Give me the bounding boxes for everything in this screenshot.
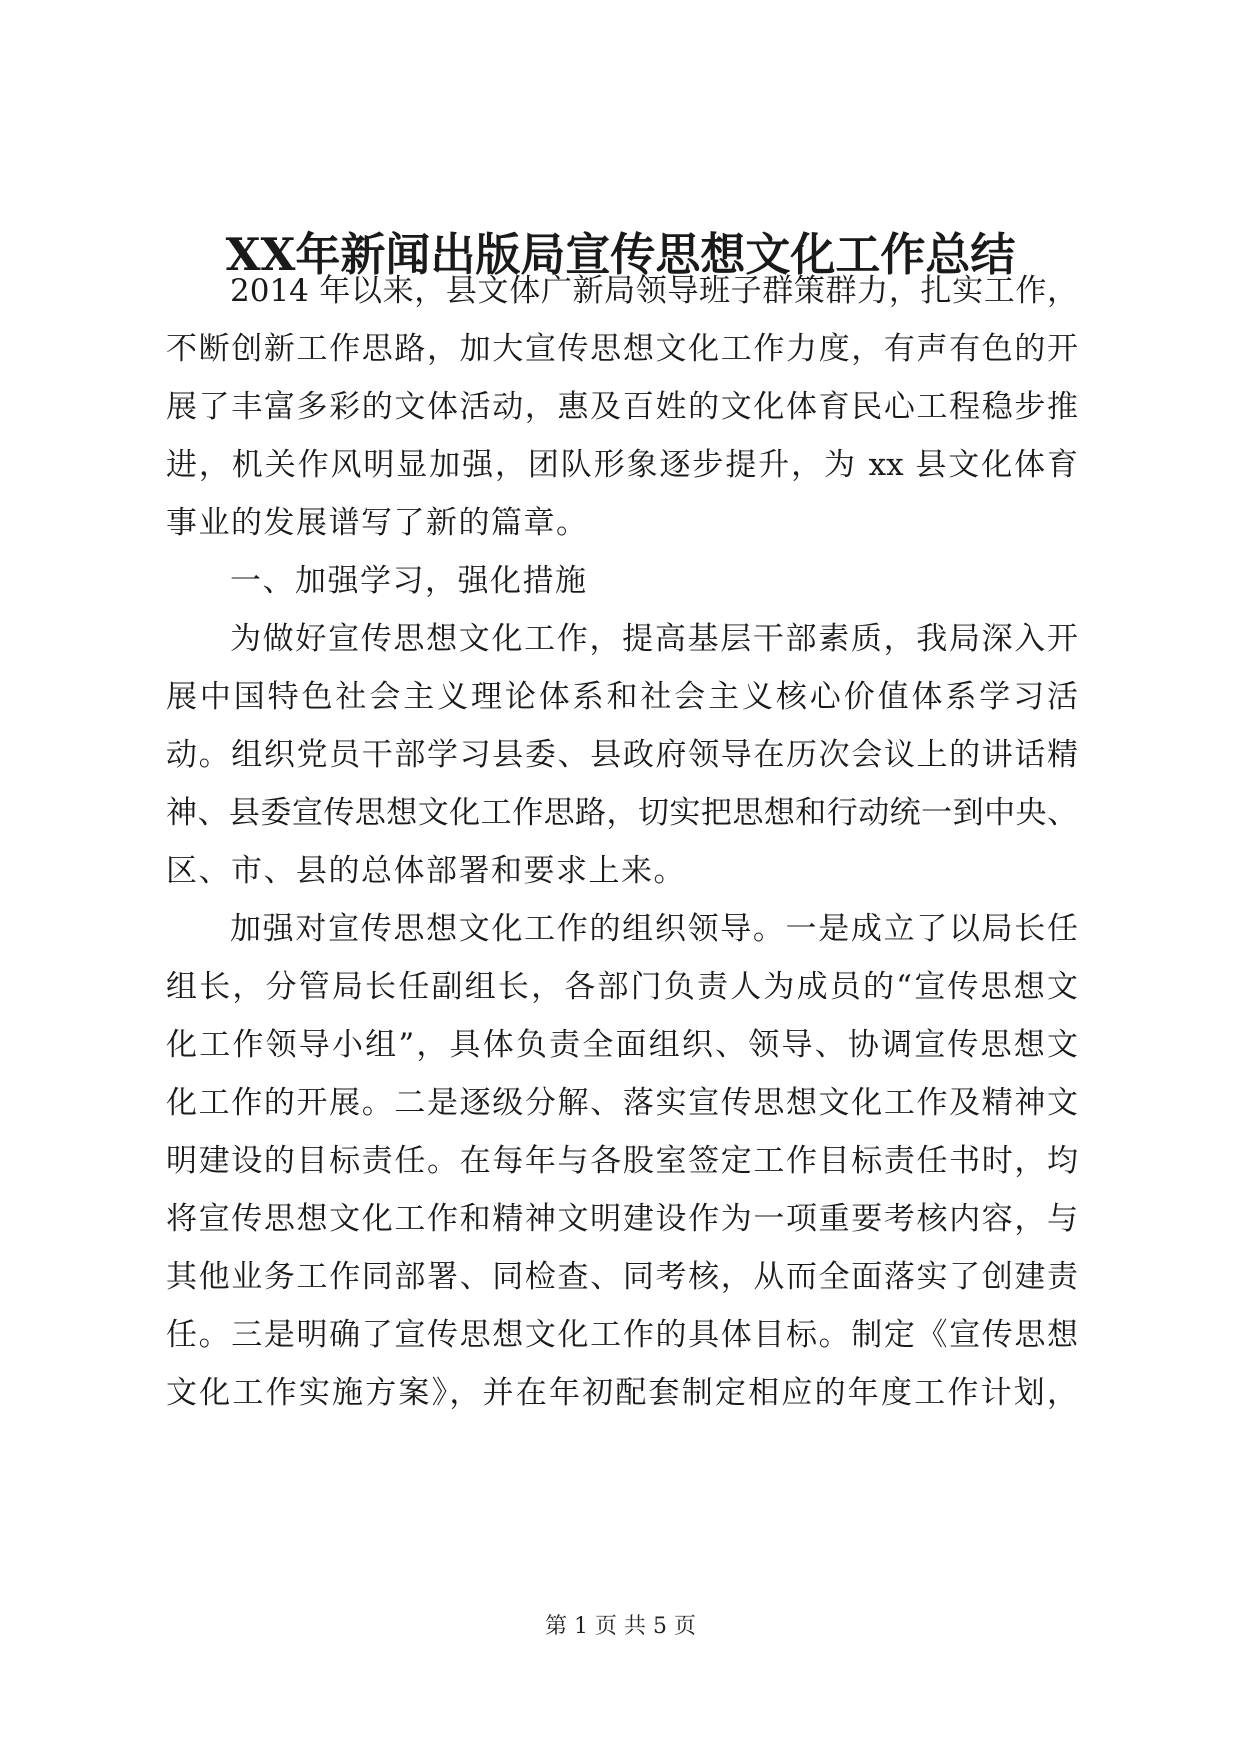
page-number-footer: 第 1 页 共 5 页 [545, 1614, 696, 1639]
paragraph-line: 进，机关作风明显加强，团队形象逐步提升，为 xx 县文化体育 [166, 447, 1078, 483]
paragraph-line: 将宣传思想文化工作和精神文明建设作为一项重要考核内容，与 [166, 1201, 1078, 1237]
paragraph-line: 组长，分管局长任副组长，各部门负责人为成员的“宣传思想文 [166, 969, 1078, 1005]
paragraph-line: 不断创新工作思路，加大宣传思想文化工作力度，有声有色的开 [166, 331, 1078, 367]
paragraph-line: 化工作领导小组”，具体负责全面组织、领导、协调宣传思想文 [166, 1027, 1078, 1063]
paragraph-line: 化工作的开展。二是逐级分解、落实宣传思想文化工作及精神文 [166, 1085, 1078, 1121]
paragraph-line: 动。组织党员干部学习县委、县政府领导在历次会议上的讲话精 [166, 737, 1078, 773]
paragraph-line: 为做好宣传思想文化工作，提高基层干部素质，我局深入开 [230, 621, 1078, 657]
paragraph-line: 事业的发展谱写了新的篇章。 [166, 505, 589, 541]
paragraph-line: 展中国特色社会主义理论体系和社会主义核心价值体系学习活 [166, 679, 1078, 715]
paragraph-line: 2014 年以来，县文体广新局领导班子群策群力，扎实工作， [230, 273, 1078, 309]
paragraph-line: 区、市、县的总体部署和要求上来。 [166, 853, 686, 889]
paragraph-line: 明建设的目标责任。在每年与各股室签定工作目标责任书时，均 [166, 1143, 1078, 1179]
document-title: XX年新闻出版局宣传思想文化工作总结 [225, 228, 1016, 281]
paragraph-line: 神、县委宣传思想文化工作思路，切实把思想和行动统一到中央、 [166, 795, 1078, 831]
paragraph-line: 任。三是明确了宣传思想文化工作的具体目标。制定《宣传思想 [166, 1317, 1078, 1353]
paragraph-line: 其他业务工作同部署、同检查、同考核，从而全面落实了创建责 [166, 1259, 1078, 1295]
paragraph-line: 展了丰富多彩的文体活动，惠及百姓的文化体育民心工程稳步推 [166, 389, 1078, 425]
paragraph-line: 文化工作实施方案》，并在年初配套制定相应的年度工作计划， [166, 1375, 1078, 1411]
paragraph-line: 加强对宣传思想文化工作的组织领导。一是成立了以局长任 [230, 911, 1078, 947]
section-heading: 一、加强学习，强化措施 [230, 563, 588, 599]
